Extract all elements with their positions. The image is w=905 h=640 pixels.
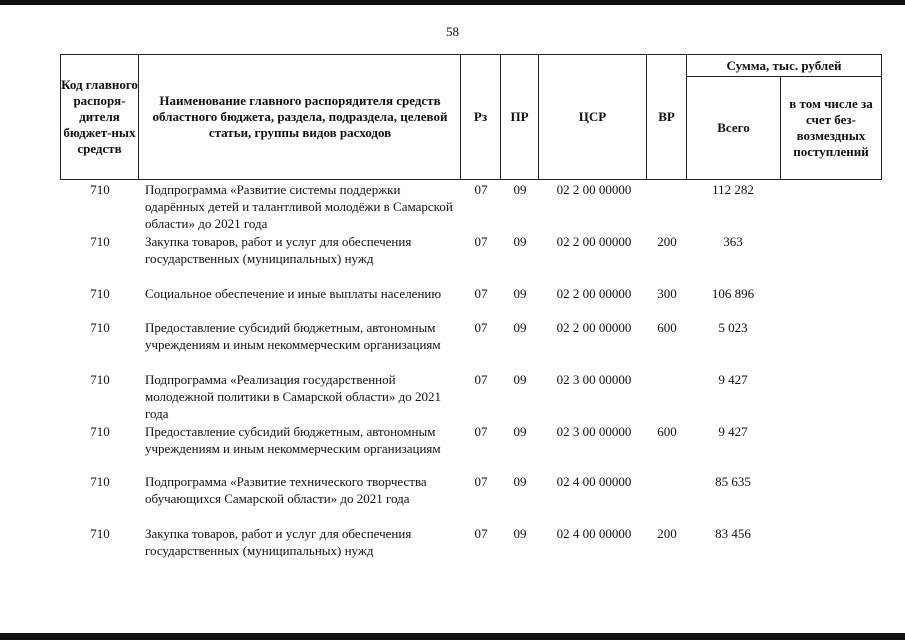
cell-rz: 07 bbox=[474, 372, 488, 387]
cell-name: Подпрограмма «Развитие системы поддержки одарённых детей и талантливой молодёжи в Самарской области» до 2021 года bbox=[145, 182, 453, 231]
table-row bbox=[0, 371, 905, 422]
cell-vr: 300 bbox=[657, 286, 677, 301]
scan-top-border bbox=[0, 0, 905, 5]
cell-pr: 09 bbox=[513, 234, 527, 249]
cell-rz: 07 bbox=[474, 286, 488, 301]
cell-csr: 02 3 00 00000 bbox=[556, 424, 632, 439]
cell-code: 710 bbox=[90, 182, 110, 197]
header-vr: ВР bbox=[658, 109, 675, 124]
cell-pr: 09 bbox=[513, 526, 527, 541]
cell-name: Предоставление субсидий бюджетным, автономным учреждениям и иным некоммерческим организациям bbox=[145, 424, 441, 456]
header-code: Код главного распоря-дителя бюджет-ных средств bbox=[61, 77, 138, 156]
cell-vr: 600 bbox=[657, 320, 677, 335]
cell-rz: 07 bbox=[474, 526, 488, 541]
table-row bbox=[0, 473, 905, 524]
cell-code: 710 bbox=[90, 526, 110, 541]
cell-name: Подпрограмма «Реализация государственной молодежной политики в Самарской области» до 2021 года bbox=[145, 372, 442, 421]
cell-code: 710 bbox=[90, 424, 110, 439]
page-number: 58 bbox=[446, 24, 459, 39]
table-row bbox=[0, 181, 905, 232]
cell-total: 9 427 bbox=[718, 372, 748, 387]
cell-csr: 02 2 00 00000 bbox=[556, 234, 632, 249]
cell-total: 9 427 bbox=[718, 424, 748, 439]
cell-total: 85 635 bbox=[715, 474, 751, 489]
cell-code: 710 bbox=[90, 372, 110, 387]
header-name: Наименование главного распорядителя средств областного бюджета, раздела, подраздела, целевой статьи, группы видов расходов bbox=[152, 93, 448, 140]
table-row bbox=[0, 525, 905, 576]
cell-pr: 09 bbox=[513, 286, 527, 301]
cell-rz: 07 bbox=[474, 234, 488, 249]
cell-code: 710 bbox=[90, 474, 110, 489]
cell-name: Закупка товаров, работ и услуг для обеспечения государственных (муниципальных) нужд bbox=[145, 234, 412, 266]
cell-total: 106 896 bbox=[711, 286, 755, 301]
table-row bbox=[0, 423, 905, 474]
scan-bottom-border bbox=[0, 633, 905, 640]
cell-name: Закупка товаров, работ и услуг для обеспечения государственных (муниципальных) нужд bbox=[145, 526, 412, 558]
cell-total: 363 bbox=[723, 234, 743, 249]
cell-csr: 02 4 00 00000 bbox=[556, 526, 632, 541]
cell-rz: 07 bbox=[474, 424, 488, 439]
cell-rz: 07 bbox=[474, 474, 488, 489]
cell-pr: 09 bbox=[513, 320, 527, 335]
cell-code: 710 bbox=[90, 320, 110, 335]
cell-pr: 09 bbox=[513, 372, 527, 387]
cell-csr: 02 4 00 00000 bbox=[556, 474, 632, 489]
header-total: Всего bbox=[717, 120, 750, 135]
cell-csr: 02 3 00 00000 bbox=[556, 372, 632, 387]
table-row bbox=[0, 285, 905, 319]
cell-pr: 09 bbox=[513, 424, 527, 439]
cell-csr: 02 2 00 00000 bbox=[556, 286, 632, 301]
cell-pr: 09 bbox=[513, 474, 527, 489]
cell-name: Социальное обеспечение и иные выплаты населению bbox=[145, 286, 442, 301]
header-sum: Сумма, тыс. рублей bbox=[726, 57, 842, 73]
cell-total: 5 023 bbox=[718, 320, 748, 335]
cell-code: 710 bbox=[90, 286, 110, 301]
header-rz: Рз bbox=[473, 109, 488, 124]
cell-name: Подпрограмма «Развитие технического творчества обучающихся Самарской области» до 2021 года bbox=[145, 474, 427, 506]
cell-vr: 200 bbox=[657, 234, 677, 249]
cell-name: Предоставление субсидий бюджетным, автономным учреждениям и иным некоммерческим организациям bbox=[145, 320, 441, 352]
cell-csr: 02 2 00 00000 bbox=[556, 182, 632, 197]
cell-vr: 600 bbox=[657, 424, 677, 439]
header-incl: в том числе за счет без-возмездных поступлений bbox=[789, 96, 873, 159]
table-row bbox=[0, 233, 905, 284]
cell-rz: 07 bbox=[474, 320, 488, 335]
header-csr: ЦСР bbox=[578, 109, 607, 124]
cell-vr: 200 bbox=[657, 526, 677, 541]
cell-pr: 09 bbox=[513, 182, 527, 197]
cell-total: 112 282 bbox=[712, 182, 754, 197]
cell-total: 83 456 bbox=[715, 526, 751, 541]
cell-csr: 02 2 00 00000 bbox=[556, 320, 632, 335]
cell-code: 710 bbox=[90, 234, 110, 249]
cell-rz: 07 bbox=[474, 182, 488, 197]
table-row bbox=[0, 319, 905, 370]
header-pr: ПР bbox=[510, 109, 529, 124]
